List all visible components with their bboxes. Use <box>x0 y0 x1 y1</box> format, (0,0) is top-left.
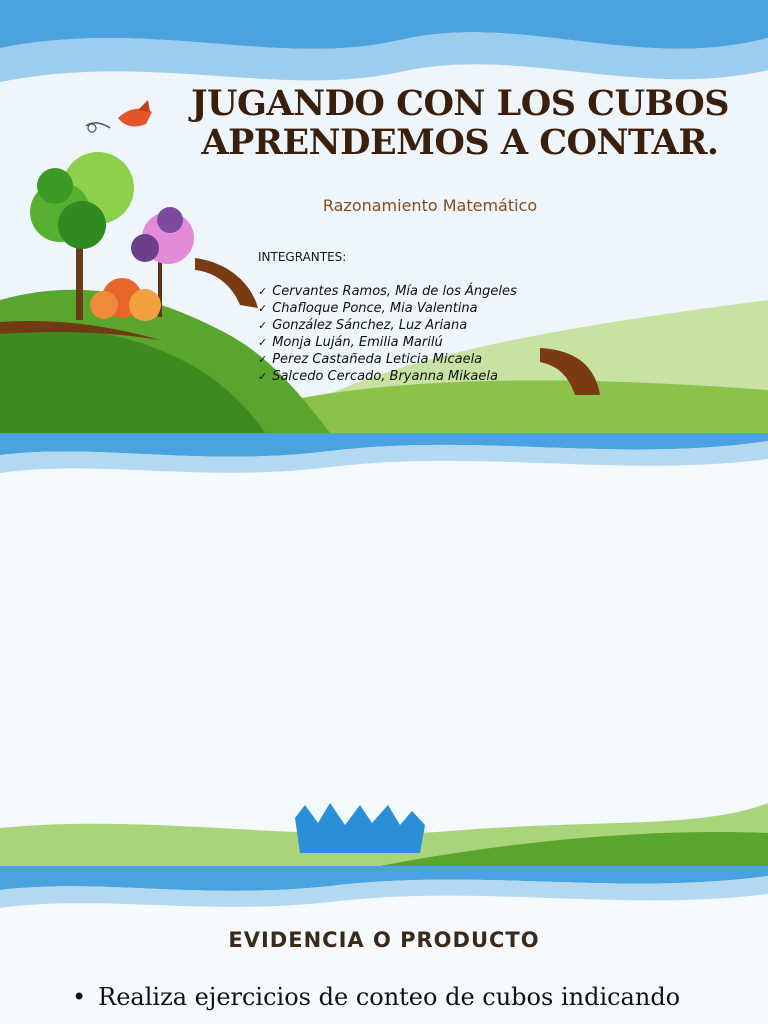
evidence-slide <box>0 866 768 1024</box>
list-item <box>258 283 517 300</box>
member-name: Chafloque Ponce, Mia Valentina <box>272 301 478 316</box>
check-icon: ✓ <box>258 302 268 315</box>
member-name: Perez Castañeda Leticia Micaela <box>272 352 483 367</box>
integrantes-label: INTEGRANTES: <box>258 250 347 264</box>
member-name: Monja Luján, Emilia Marilú <box>272 335 443 350</box>
slide-title <box>185 84 735 162</box>
list-item <box>258 368 517 385</box>
bullet-icon: • <box>72 983 87 1011</box>
member-name: Cervantes Ramos, Mía de los Ángeles <box>272 284 517 299</box>
subtitle: Razonamiento Matemático <box>322 196 538 215</box>
evidence-text: Realiza ejercicios de conteo de cubos indicando <box>98 983 681 1011</box>
list-item <box>258 334 517 351</box>
list-item <box>258 300 517 317</box>
evidence-heading: EVIDENCIA O PRODUCTO <box>228 928 540 952</box>
title-line-2: APRENDEMOS A CONTAR. <box>201 122 719 163</box>
check-icon: ✓ <box>258 353 268 366</box>
title-slide <box>0 0 768 433</box>
check-icon: ✓ <box>258 370 268 383</box>
check-icon: ✓ <box>258 285 268 298</box>
evidence-item <box>72 981 752 1013</box>
list-item <box>258 317 517 334</box>
title-line-1: JUGANDO CON LOS CUBOS <box>190 83 730 124</box>
list-item <box>258 351 517 368</box>
members-list <box>258 283 517 385</box>
check-icon: ✓ <box>258 319 268 332</box>
slide-background <box>0 433 768 866</box>
table-slide <box>0 433 768 866</box>
member-name: González Sánchez, Luz Ariana <box>272 318 468 333</box>
member-name: Salcedo Cercado, Bryanna Mikaela <box>272 369 498 384</box>
check-icon: ✓ <box>258 336 268 349</box>
